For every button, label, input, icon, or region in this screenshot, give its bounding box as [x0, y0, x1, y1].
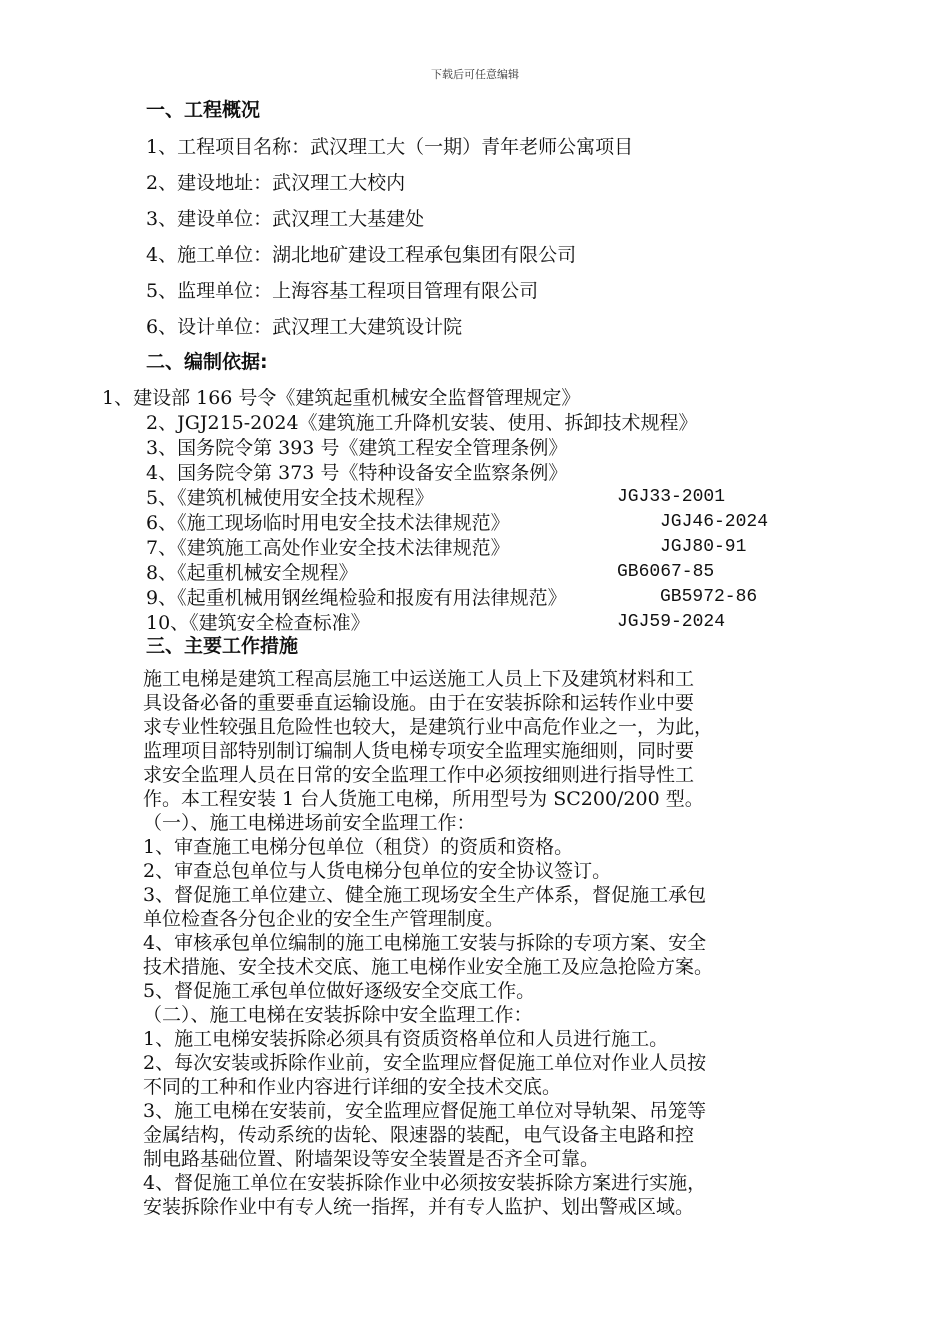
- body-line: 4、审核承包单位编制的施工电梯施工安装与拆除的专项方案、安全: [143, 932, 707, 954]
- body-line: 2、每次安装或拆除作业前，安全监理应督促施工单位对作业人员按: [143, 1052, 707, 1074]
- section2-title: 二、编制依据:: [146, 351, 268, 373]
- basis-item: 10、《建筑安全检查标准》: [146, 612, 370, 634]
- section1-title: 一、工程概况: [146, 99, 261, 121]
- standard-code: GB6067-85: [617, 562, 715, 582]
- body-line: 作。本工程安装 1 台人货施工电梯，所用型号为 SC200/200 型。: [143, 788, 704, 810]
- standard-code: JGJ46-2024: [660, 512, 769, 532]
- basis-item: 1、建设部 166 号令《建筑起重机械安全监督管理规定》: [102, 387, 581, 409]
- body-line: 不同的工种和作业内容进行详细的安全技术交底。: [143, 1076, 562, 1098]
- section3-title: 三、主要工作措施: [146, 635, 299, 657]
- site-address-line: 2、建设地址：武汉理工大校内: [146, 172, 406, 194]
- owner-unit-line: 3、建设单位：武汉理工大基建处: [146, 208, 425, 230]
- subsection-title: （一）、施工电梯进场前安全监理工作：: [143, 812, 476, 834]
- body-line: 监理项目部特别制订编制人货电梯专项安全监理实施细则，同时要: [143, 740, 695, 762]
- supervisor-line: 5、监理单位：上海容基工程项目管理有限公司: [146, 280, 539, 302]
- project-name-line: 1、工程项目名称：武汉理工大（一期）青年老师公寓项目: [146, 136, 634, 158]
- basis-item: 5、《建筑机械使用安全技术规程》: [146, 487, 434, 509]
- basis-item: 6、《施工现场临时用电安全技术法律规范》: [146, 512, 510, 534]
- body-line: 具设备必备的重要垂直运输设施。由于在安装拆除和运转作业中要: [143, 692, 695, 714]
- measures-body: [143, 667, 833, 1219]
- standard-code: JGJ80-91: [660, 537, 747, 557]
- contractor-line: 4、施工单位：湖北地矿建设工程承包集团有限公司: [146, 244, 577, 266]
- body-line: 2、审查总包单位与人货电梯分包单位的安全协议签订。: [143, 860, 612, 882]
- body-line: 5、督促施工承包单位做好逐级安全交底工作。: [143, 980, 536, 1002]
- body-line: 施工电梯是建筑工程高层施工中运送施工人员上下及建筑材料和工: [143, 668, 695, 690]
- body-line: 3、督促施工单位建立、健全施工现场安全生产体系，督促施工承包: [143, 884, 707, 906]
- body-line: 单位检查各分包企业的安全生产管理制度。: [143, 908, 505, 930]
- body-line: 技术措施、安全技术交底、施工电梯作业安全施工及应急抢险方案。: [143, 956, 714, 978]
- body-line: 制电路基础位置、附墙架设等安全装置是否齐全可靠。: [143, 1148, 600, 1170]
- basis-item: 8、《起重机械安全规程》: [146, 562, 358, 584]
- body-line: 3、施工电梯在安装前，安全监理应督促施工单位对导轨架、吊笼等: [143, 1100, 707, 1122]
- standard-code: GB5972-86: [660, 587, 758, 607]
- basis-item: 4、国务院令第 373 号《特种设备安全监察条例》: [146, 462, 568, 484]
- body-line: 求安全监理人员在日常的安全监理工作中必须按细则进行指导性工: [143, 764, 695, 786]
- basis-item: 9、《起重机械用钢丝绳检验和报废有用法律规范》: [146, 587, 567, 609]
- body-line: 1、审查施工电梯分包单位（租贷）的资质和资格。: [143, 836, 574, 858]
- basis-item: 7、《建筑施工高处作业安全技术法律规范》: [146, 537, 510, 559]
- body-line: 1、施工电梯安装拆除必须具有资质资格单位和人员进行施工。: [143, 1028, 669, 1050]
- body-line: 4、督促施工单位在安装拆除作业中必须按安装拆除方案进行实施，: [143, 1172, 707, 1194]
- designer-line: 6、设计单位：武汉理工大建筑设计院: [146, 316, 463, 338]
- body-line: 金属结构，传动系统的齿轮、限速器的装配，电气设备主电路和控: [143, 1124, 695, 1146]
- body-line: 安装拆除作业中有专人统一指挥，并有专人监护、划出警戒区域。: [143, 1196, 695, 1218]
- basis-item: 3、国务院令第 393 号《建筑工程安全管理条例》: [146, 437, 568, 459]
- basis-item: 2、JGJ215-2024《建筑施工升降机安装、使用、拆卸技术规程》: [146, 412, 698, 434]
- standard-code: JGJ33-2001: [617, 487, 726, 507]
- standard-code: JGJ59-2024: [617, 612, 726, 632]
- subsection-title: （二）、施工电梯在安装拆除中安全监理工作：: [143, 1004, 533, 1026]
- page-header-note: 下载后可任意编辑: [431, 68, 519, 81]
- body-line: 求专业性较强且危险性也较大，是建筑行业中高危作业之一，为此，: [143, 716, 714, 738]
